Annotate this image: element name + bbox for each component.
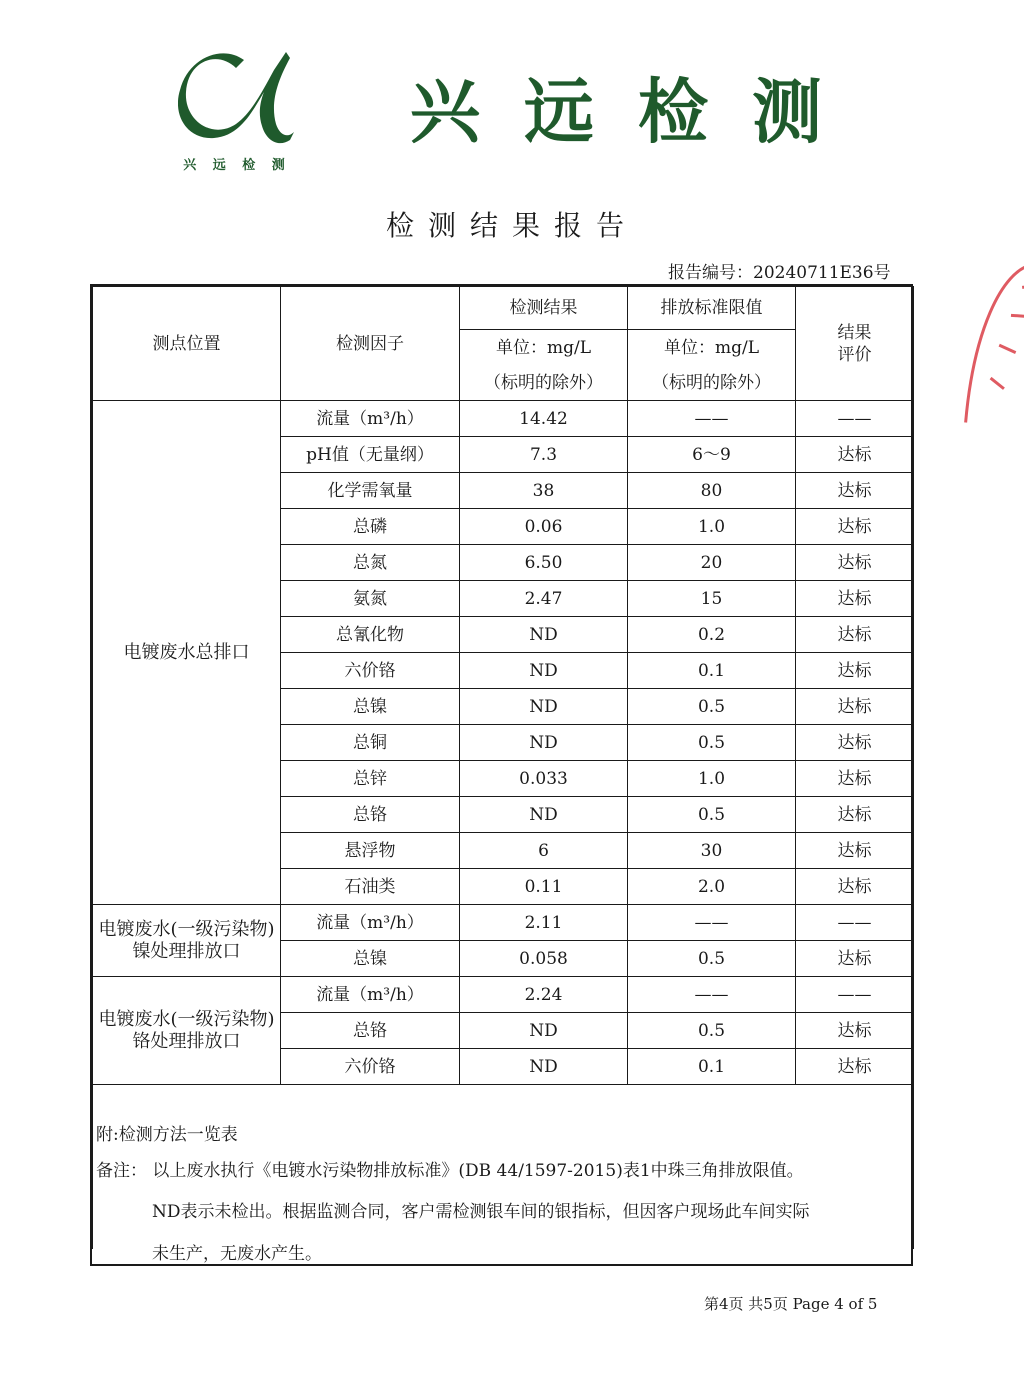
table-row (93, 977, 914, 1013)
company-name: 兴远检测 (410, 71, 866, 153)
evaluation-cell: —— (796, 401, 914, 437)
limit-cell: 15 (628, 581, 796, 617)
factor-cell: 总锌 (281, 761, 460, 797)
result-cell: 38 (460, 473, 628, 509)
result-cell: ND (460, 617, 628, 653)
limit-cell: 0.1 (628, 653, 796, 689)
location-cell: 电镀废水(一级污染物)铬处理排放口 (93, 977, 281, 1085)
header-location: 测点位置 (93, 287, 281, 401)
evaluation-cell: 达标 (796, 1013, 914, 1049)
limit-cell: —— (628, 977, 796, 1013)
factor-cell: 化学需氧量 (281, 473, 460, 509)
result-cell: ND (460, 689, 628, 725)
table-row (93, 401, 914, 437)
result-cell: 2.47 (460, 581, 628, 617)
limit-cell: 0.5 (628, 1013, 796, 1049)
limit-cell: 0.5 (628, 725, 796, 761)
evaluation-cell: 达标 (796, 509, 914, 545)
limit-cell: 6～9 (628, 437, 796, 473)
factor-cell: 总磷 (281, 509, 460, 545)
seal-stamp-icon (942, 248, 1024, 436)
header-limit-unit: 单位：mg/L (628, 330, 796, 366)
evaluation-cell: 达标 (796, 473, 914, 509)
evaluation-cell: 达标 (796, 545, 914, 581)
result-cell: 2.24 (460, 977, 628, 1013)
limit-cell: 0.1 (628, 1049, 796, 1085)
evaluation-cell: 达标 (796, 1049, 914, 1085)
location-cell: 电镀废水总排口 (93, 401, 281, 905)
factor-cell: 总铜 (281, 725, 460, 761)
result-cell: ND (460, 1013, 628, 1049)
limit-cell: 1.0 (628, 761, 796, 797)
header-evaluation: 结果 评价 (796, 287, 914, 401)
limit-cell: 30 (628, 833, 796, 869)
evaluation-cell: 达标 (796, 437, 914, 473)
factor-cell: 氨氮 (281, 581, 460, 617)
appendix-note: 附:检测方法一览表 (96, 1125, 238, 1145)
limit-cell: 2.0 (628, 869, 796, 905)
header-limit: 排放标准限值 (628, 287, 796, 330)
header-factor: 检测因子 (281, 287, 460, 401)
result-cell: 2.11 (460, 905, 628, 941)
factor-cell: 总氮 (281, 545, 460, 581)
evaluation-cell: 达标 (796, 797, 914, 833)
result-cell: ND (460, 653, 628, 689)
logo-mark (178, 40, 296, 150)
factor-cell: 总镍 (281, 941, 460, 977)
header-result-unit: 单位：mg/L (460, 330, 628, 366)
result-cell: 7.3 (460, 437, 628, 473)
report-number: 报告编号：20240711E36号 (668, 263, 891, 283)
evaluation-cell: 达标 (796, 725, 914, 761)
factor-cell: 六价铬 (281, 653, 460, 689)
evaluation-cell: —— (796, 905, 914, 941)
remark-line-3: 未生产，无废水产生。 (152, 1244, 322, 1264)
result-cell: 0.033 (460, 761, 628, 797)
limit-cell: 0.5 (628, 797, 796, 833)
limit-cell: —— (628, 905, 796, 941)
evaluation-cell: 达标 (796, 761, 914, 797)
factor-cell: 总铬 (281, 1013, 460, 1049)
result-cell: 0.06 (460, 509, 628, 545)
location-cell: 电镀废水(一级污染物)镍处理排放口 (93, 905, 281, 977)
evaluation-cell: 达标 (796, 581, 914, 617)
notes-section (92, 1100, 913, 1266)
factor-cell: 总氰化物 (281, 617, 460, 653)
evaluation-cell: 达标 (796, 689, 914, 725)
limit-cell: 0.5 (628, 689, 796, 725)
limit-cell: 1.0 (628, 509, 796, 545)
result-cell: 0.058 (460, 941, 628, 977)
factor-cell: pH值（无量纲） (281, 437, 460, 473)
result-cell: ND (460, 1049, 628, 1085)
table-row (93, 905, 914, 941)
evaluation-cell: 达标 (796, 869, 914, 905)
result-cell: ND (460, 797, 628, 833)
factor-cell: 总铬 (281, 797, 460, 833)
limit-cell: 0.2 (628, 617, 796, 653)
evaluation-cell: 达标 (796, 941, 914, 977)
result-cell: 6.50 (460, 545, 628, 581)
limit-cell: —— (628, 401, 796, 437)
evaluation-cell: —— (796, 977, 914, 1013)
evaluation-cell: 达标 (796, 653, 914, 689)
result-cell: 14.42 (460, 401, 628, 437)
page-title: 检测结果报告 (385, 209, 638, 242)
logo-caption: 兴 远 检 测 (183, 158, 291, 173)
result-cell: ND (460, 725, 628, 761)
factor-cell: 流量（m³/h） (281, 401, 460, 437)
result-cell: 6 (460, 833, 628, 869)
limit-cell: 80 (628, 473, 796, 509)
factor-cell: 六价铬 (281, 1049, 460, 1085)
remark-line-2: ND表示未检出。根据监测合同，客户需检测银车间的银指标，但因客户现场此车间实际 (152, 1202, 810, 1222)
header-result-unit-note: （标明的除外） (460, 365, 628, 401)
factor-cell: 流量（m³/h） (281, 905, 460, 941)
factor-cell: 总镍 (281, 689, 460, 725)
limit-cell: 20 (628, 545, 796, 581)
remark-line-1: 备注： 以上废水执行《电镀水污染物排放标准》(DB 44/1597-2015)表1中珠三角排放限值。 (96, 1161, 804, 1181)
page-footer: 第4页 共5页 Page 4 of 5 (704, 1295, 878, 1313)
factor-cell: 悬浮物 (281, 833, 460, 869)
factor-cell: 流量（m³/h） (281, 977, 460, 1013)
limit-cell: 0.5 (628, 941, 796, 977)
company-logo (178, 40, 296, 180)
header-limit-unit-note: （标明的除外） (628, 365, 796, 401)
factor-cell: 石油类 (281, 869, 460, 905)
header-result: 检测结果 (460, 287, 628, 330)
evaluation-cell: 达标 (796, 833, 914, 869)
result-cell: 0.11 (460, 869, 628, 905)
evaluation-cell: 达标 (796, 617, 914, 653)
